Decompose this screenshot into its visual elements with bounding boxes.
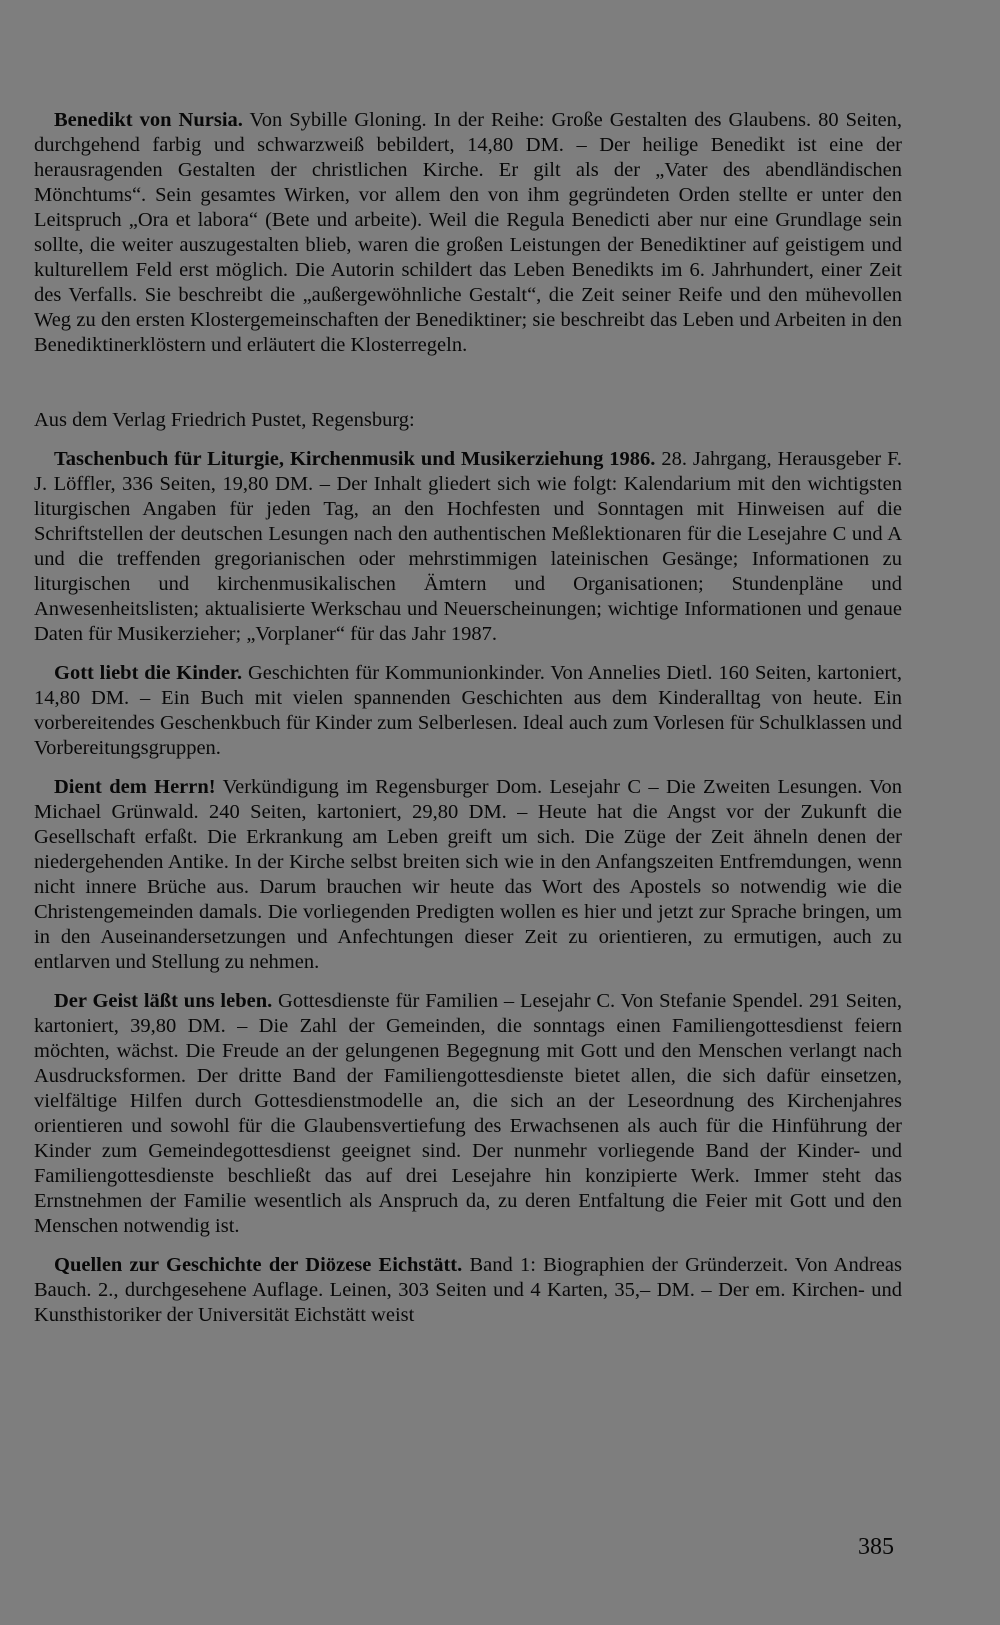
page-number: 385 <box>858 1534 894 1560</box>
book-title: Quellen zur Geschichte der Diözese Eichstätt. <box>54 1254 463 1276</box>
book-title: Gott liebt die Kinder. <box>54 662 243 684</box>
book-description: Gottesdienste für Familien – Lesejahr C. Von Stefanie Spendel. 291 Seiten, kartoniert, 39,80 DM. – Die Zahl der Gemeinden, die sonntags einen Familiengottesdienst feiern möchten, wächst. Die Freude an der gelungenen Begegnung mit Gott und den Menschen verlangt nach Ausdrucksformen. Der dritte Band der Familiengottesdienste bietet allen, die sich dafür einsetzen, vielfältige Hilfen durch Gottesdienstmodelle an, die sich an der Leseordnung des Kirchenjahres orientieren und sowohl für die Glaubensvertiefung des Erwachsenen als auch für die Hinführung der Kinder zum Gemeindegottesdienst geeignet sind. Der nunmehr vorliegende Band der Kinder- und Familiengottesdienste beschließt das auf drei Lesejahre hin konzipierte Werk. Immer steht das Ernstnehmen der Familie wesentlich als Anspruch da, zu deren Entfaltung die Feier mit Gott und den Menschen notwendig ist. <box>34 990 902 1237</box>
book-entry-gott-liebt-die-kinder <box>34 661 902 761</box>
publisher-heading: Aus dem Verlag Friedrich Pustet, Regensburg: <box>34 409 415 431</box>
book-entry-benedikt <box>34 108 902 358</box>
book-title: Dient dem Herrn! <box>54 776 216 798</box>
book-description: Geschichten für Kommunionkinder. Von Annelies Dietl. 160 Seiten, kartoniert, 14,80 DM. – Ein Buch mit vielen spannenden Geschichten aus dem Kinderalltag von heute. Ein vorbereitendes Geschenkbuch für Kinder zum Selberlesen. Ideal auch zum Vorlesen für Schulklassen und Vorbereitungsgruppen. <box>34 662 902 759</box>
book-title: Benedikt von Nursia. <box>54 109 243 131</box>
book-description: 28. Jahrgang, Herausgeber F. J. Löffler, 336 Seiten, 19,80 DM. – Der Inhalt gliedert sich wie folgt: Kalendarium mit den wichtigsten liturgischen Angaben für jeden Tag, an den Hochfesten und Sonntagen mit Hinweisen auf die Schriftstellen der deutschen Lesungen nach den authentischen Meßlektionaren für die Lesejahre C und A und die treffenden gregorianischen oder mehrstimmigen lateinischen Gesänge; Informationen zu liturgischen und kirchenmusikalischen Ämtern und Organisationen; Stundenpläne und Anwesenheitslisten; aktualisierte Werkschau und Neuerscheinungen; wichtige Informationen und genaue Daten für Musikerzieher; „Vorplaner“ für das Jahr 1987. <box>34 448 902 645</box>
book-entry-dient-dem-herrn <box>34 775 902 975</box>
book-description: Band 1: Biographien der Gründerzeit. Von Andreas Bauch. 2., durchgesehene Auflage. Leinen, 303 Seiten und 4 Karten, 35,– DM. – Der em. Kirchen- und Kunsthistoriker der Universität Eichstätt weist <box>34 1254 902 1326</box>
book-title: Taschenbuch für Liturgie, Kirchenmusik und Musikerziehung 1986. <box>54 448 656 470</box>
book-description: Von Sybille Gloning. In der Reihe: Große Gestalten des Glaubens. 80 Seiten, durchgehend farbig und schwarzweiß bebildert, 14,80 DM. – Der heilige Benedikt ist eine der herausragenden Gestalten der christlichen Kirche. Er gilt als der „Vater des abendländischen Mönchtums“. Sein gesamtes Wirken, vor allem den von ihm gegründeten Orden stellte er unter den Leitspruch „Ora et labora“ (Bete und arbeite). Weil die Regula Benedicti aber nur eine Grundlage sein sollte, die weiter auszugestalten blieb, waren die großen Leistungen der Benediktiner auf geistigem und kulturellem Feld erst möglich. Die Autorin schildert das Leben Benedikts im 6. Jahrhundert, einer Zeit des Verfalls. Sie beschreibt die „außergewöhnliche Gestalt“, die Zeit seiner Reife und den mühevollen Weg zu den ersten Klostergemeinschaften der Benediktiner; sie beschreibt das Leben und Arbeiten in den Benediktinerklöstern und erläutert die Klosterregeln. <box>34 109 902 356</box>
book-title: Der Geist läßt uns leben. <box>54 990 273 1012</box>
book-description: Verkündigung im Regensburger Dom. Lesejahr C – Die Zweiten Lesungen. Von Michael Grünwald. 240 Seiten, kartoniert, 29,80 DM. – Heute hat die Angst vor der Zukunft die Gesellschaft erfaßt. Die Erkrankung am Leben greift um sich. Die Züge der Zeit ähneln denen der niedergehenden Antike. In der Kirche selbst breiten sich wie in den Anfangszeiten Entfremdungen, wenn nicht innere Brüche aus. Darum brauchen wir heute das Wort des Apostels so notwendig wie die Christengemeinden damals. Die vorliegenden Predigten wollen es hier und jetzt zur Sprache bringen, um in den Auseinandersetzungen und Anfechtungen dieser Zeit zu orientieren, zu ermutigen, auch zu entlarven und Stellung zu nehmen. <box>34 776 903 973</box>
book-entry-quellen <box>34 1253 902 1328</box>
book-entry-taschenbuch <box>34 447 902 647</box>
book-entry-der-geist <box>34 989 902 1239</box>
document-page <box>34 108 902 1328</box>
